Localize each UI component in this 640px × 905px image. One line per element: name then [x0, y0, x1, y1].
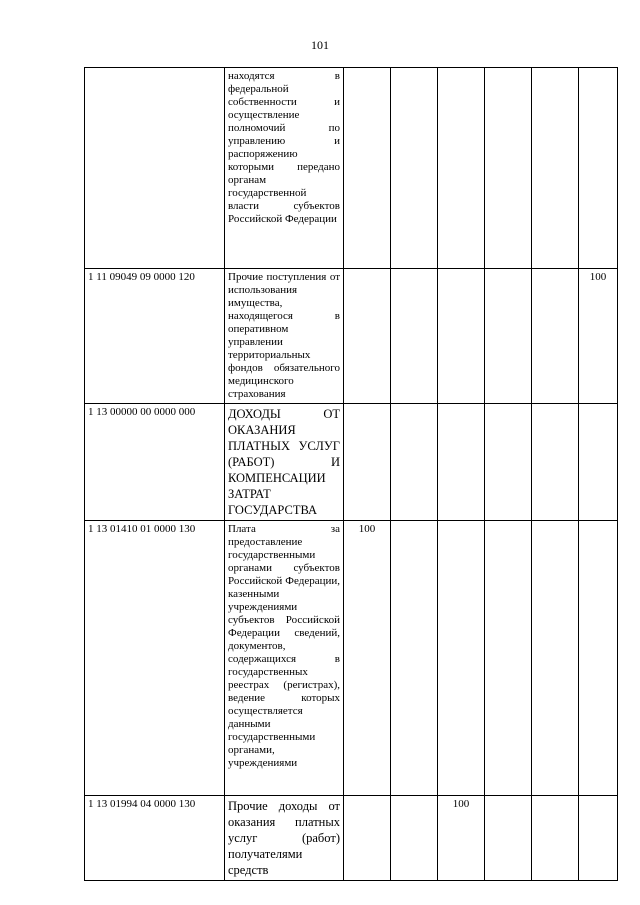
code-cell: 1 13 00000 00 0000 000: [85, 404, 225, 521]
value-cell: [532, 68, 579, 269]
table-row: [85, 796, 618, 881]
table-row: [85, 521, 618, 796]
value-cell: [532, 404, 579, 521]
name-cell: Плата за предоставление государственными органами субъектов Российской Федерации, казенными учреждениями субъектов Российской Федерации сведений, документов, содержащихся в государственных реестрах (регистрах), ведение которых осуществляется данными государственными органами, учреждениями: [225, 521, 344, 796]
value-cell: [532, 269, 579, 404]
code-cell: [85, 68, 225, 269]
table-row: [85, 269, 618, 404]
value-cell: [532, 796, 579, 881]
code-cell: 1 13 01994 04 0000 130: [85, 796, 225, 881]
value-cell: 100: [438, 796, 485, 881]
value-cell: [438, 68, 485, 269]
page-number: 101: [311, 38, 329, 52]
code-cell: 1 13 01410 01 0000 130: [85, 521, 225, 796]
budget-classification-table: [84, 67, 618, 881]
name-cell: Прочие доходы от оказания платных услуг (работ) получателями средств: [225, 796, 344, 881]
value-cell: [391, 521, 438, 796]
value-cell: [344, 269, 391, 404]
value-cell: [532, 521, 579, 796]
value-cell: [391, 796, 438, 881]
value-cell: [391, 269, 438, 404]
table-row: [85, 404, 618, 521]
value-cell: [485, 404, 532, 521]
value-cell: [438, 521, 485, 796]
value-cell: [438, 269, 485, 404]
value-cell: [391, 68, 438, 269]
value-cell: [485, 68, 532, 269]
value-cell: [485, 269, 532, 404]
value-cell: 100: [344, 521, 391, 796]
value-cell: [579, 521, 618, 796]
table-row: [85, 68, 618, 269]
value-cell: [485, 521, 532, 796]
name-cell: Прочие поступления от использования имущества, находящегося в оперативном управлении территориальных фондов обязательного медицинского страхования: [225, 269, 344, 404]
value-cell: [344, 68, 391, 269]
value-cell: [579, 404, 618, 521]
value-cell: [579, 68, 618, 269]
value-cell: [438, 404, 485, 521]
name-cell: ДОХОДЫ ОТ ОКАЗАНИЯ ПЛАТНЫХ УСЛУГ (РАБОТ) И КОМПЕНСАЦИИ ЗАТРАТ ГОСУДАРСТВА: [225, 404, 344, 521]
name-cell: находятся в федеральной собственности и осуществление полномочий по управлению и распоряжению которыми передано органам государственной власти субъектов Российской Федерации: [225, 68, 344, 269]
value-cell: [391, 404, 438, 521]
value-cell: 100: [579, 269, 618, 404]
value-cell: [344, 796, 391, 881]
value-cell: [485, 796, 532, 881]
value-cell: [579, 796, 618, 881]
code-cell: 1 11 09049 09 0000 120: [85, 269, 225, 404]
value-cell: [344, 404, 391, 521]
